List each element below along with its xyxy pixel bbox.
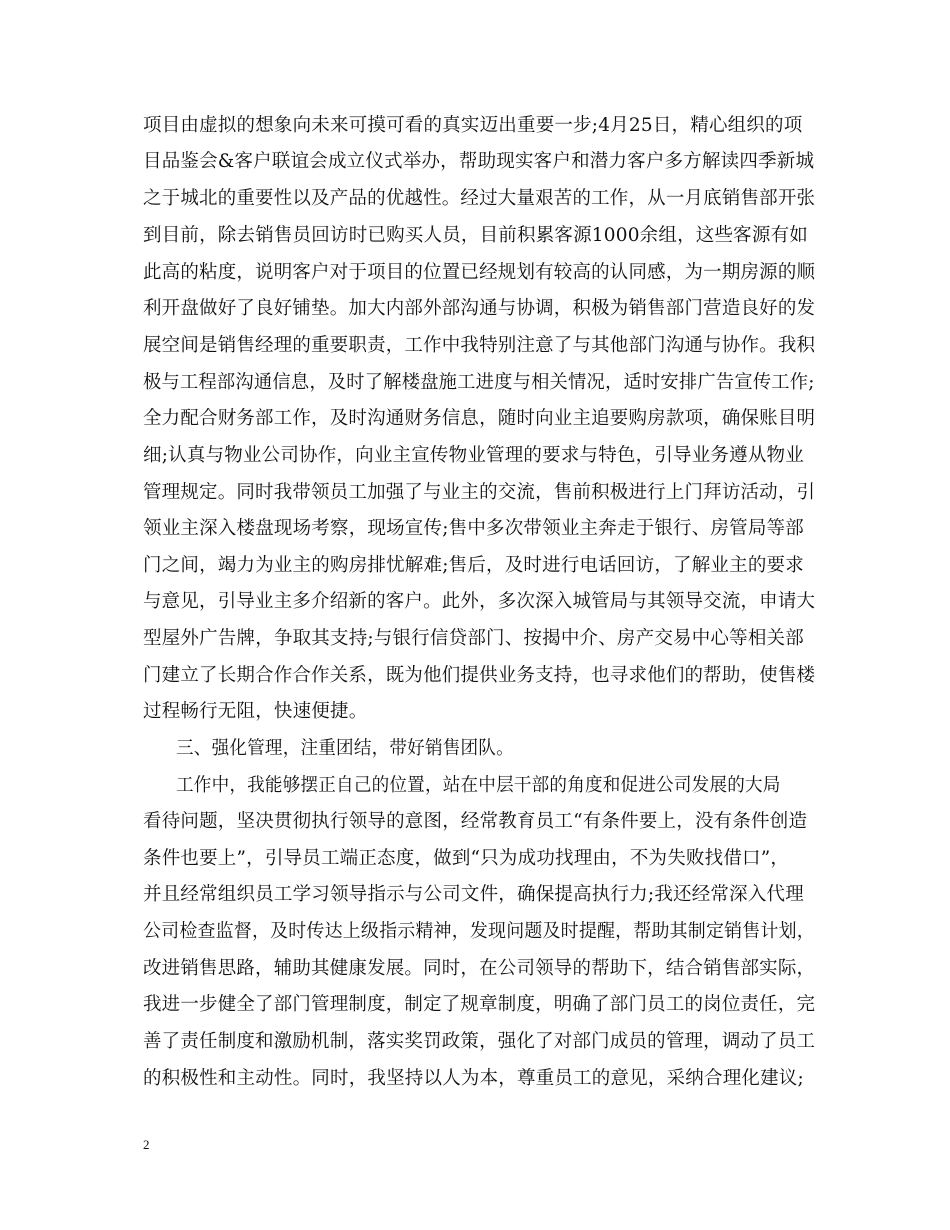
text-line: 利开盘做好了良好铺垫。加大内部外部沟通与协调，积极为销售部门营造良好的发: [143, 298, 816, 319]
page-number: 2: [143, 1137, 150, 1152]
text-line: 条件也要上”，引导员工端正态度，做到“只为成功找理由，不为失败找借口”，: [143, 848, 790, 869]
text-line: 此高的粘度，说明客户对于项目的位置已经规划有较高的认同感，为一期房源的顺: [143, 262, 816, 283]
text-line: 与意见，引导业主多介绍新的客户。此外，多次深入城管局与其领导交流，申请大: [143, 591, 816, 612]
text-line: 到目前，除去销售员回访时已购买人员，目前积累客源1000余组，这些客源有如: [143, 225, 808, 246]
text-line: 展空间是销售经理的重要职责，工作中我特别注意了与其他部门沟通与协作。我积: [143, 335, 816, 356]
text-line: 工作中，我能够摆正自己的位置，站在中层干部的角度和促进公司发展的大局: [176, 775, 781, 796]
text-line: 我进一步健全了部门管理制度，制定了规章制度，明确了部门员工的岗位责任，完: [143, 994, 816, 1015]
text-line: 善了责任制度和激励机制，落实奖罚政策，强化了对部门成员的管理，调动了员工: [143, 1031, 816, 1052]
text-line: 全力配合财务部工作，及时沟通财务信息，随时向业主追要购房款项，确保账目明: [143, 408, 816, 429]
text-line: 门之间，竭力为业主的购房排忧解难;售后，及时进行电话回访，了解业主的要求: [143, 555, 804, 576]
text-line: 极与工程部沟通信息，及时了解楼盘施工进度与相关情况，适时安排广告宣传工作;: [143, 372, 815, 393]
text-line: 公司检查监督，及时传达上级指示精神，发现问题及时提醒，帮助其制定销售计划，: [143, 921, 815, 942]
text-line: 领业主深入楼盘现场考察，现场宣传;售中多次带领业主奔走于银行、房管局等部: [143, 518, 804, 539]
text-line: 过程畅行无阻，快速便捷。: [143, 701, 368, 722]
text-line: 之于城北的重要性以及产品的优越性。经过大量艰苦的工作，从一月底销售部开张: [143, 188, 816, 209]
text-line: 的积极性和主动性。同时，我坚持以人为本，尊重员工的意见，采纳合理化建议;: [143, 1068, 804, 1089]
section-heading: 三、强化管理，注重团结，带好销售团队。: [176, 738, 514, 759]
text-line: 管理规定。同时我带领员工加强了与业主的交流，售前积极进行上门拜访活动，引: [143, 482, 816, 503]
text-line: 型屋外广告牌，争取其支持;与银行信贷部门、按揭中介、房产交易中心等相关部: [143, 628, 804, 649]
text-line: 目品鉴会&客户联谊会成立仪式举办，帮助现实客户和潜力客户多方解读四季新城: [143, 151, 815, 172]
text-line: 门建立了长期合作合作关系，既为他们提供业务支持，也寻求他们的帮助，使售楼: [143, 665, 816, 686]
text-line: 看待问题，坚决贯彻执行领导的意图，经常教育员工“有条件要上，没有条件创造: [143, 811, 808, 832]
text-line: 并且经常组织员工学习领导指示与公司文件，确保提高执行力;我还经常深入代理: [143, 884, 804, 905]
text-line: 项目由虚拟的想象向未来可摸可看的真实迈出重要一步;4月25日，精心组织的项: [143, 115, 803, 136]
text-line: 改进销售思路，辅助其健康发展。同时，在公司领导的帮助下，结合销售部实际，: [143, 958, 816, 979]
text-line: 细;认真与物业公司协作，向业主宣传物业管理的要求与特色，引导业务遵从物业: [143, 445, 804, 466]
